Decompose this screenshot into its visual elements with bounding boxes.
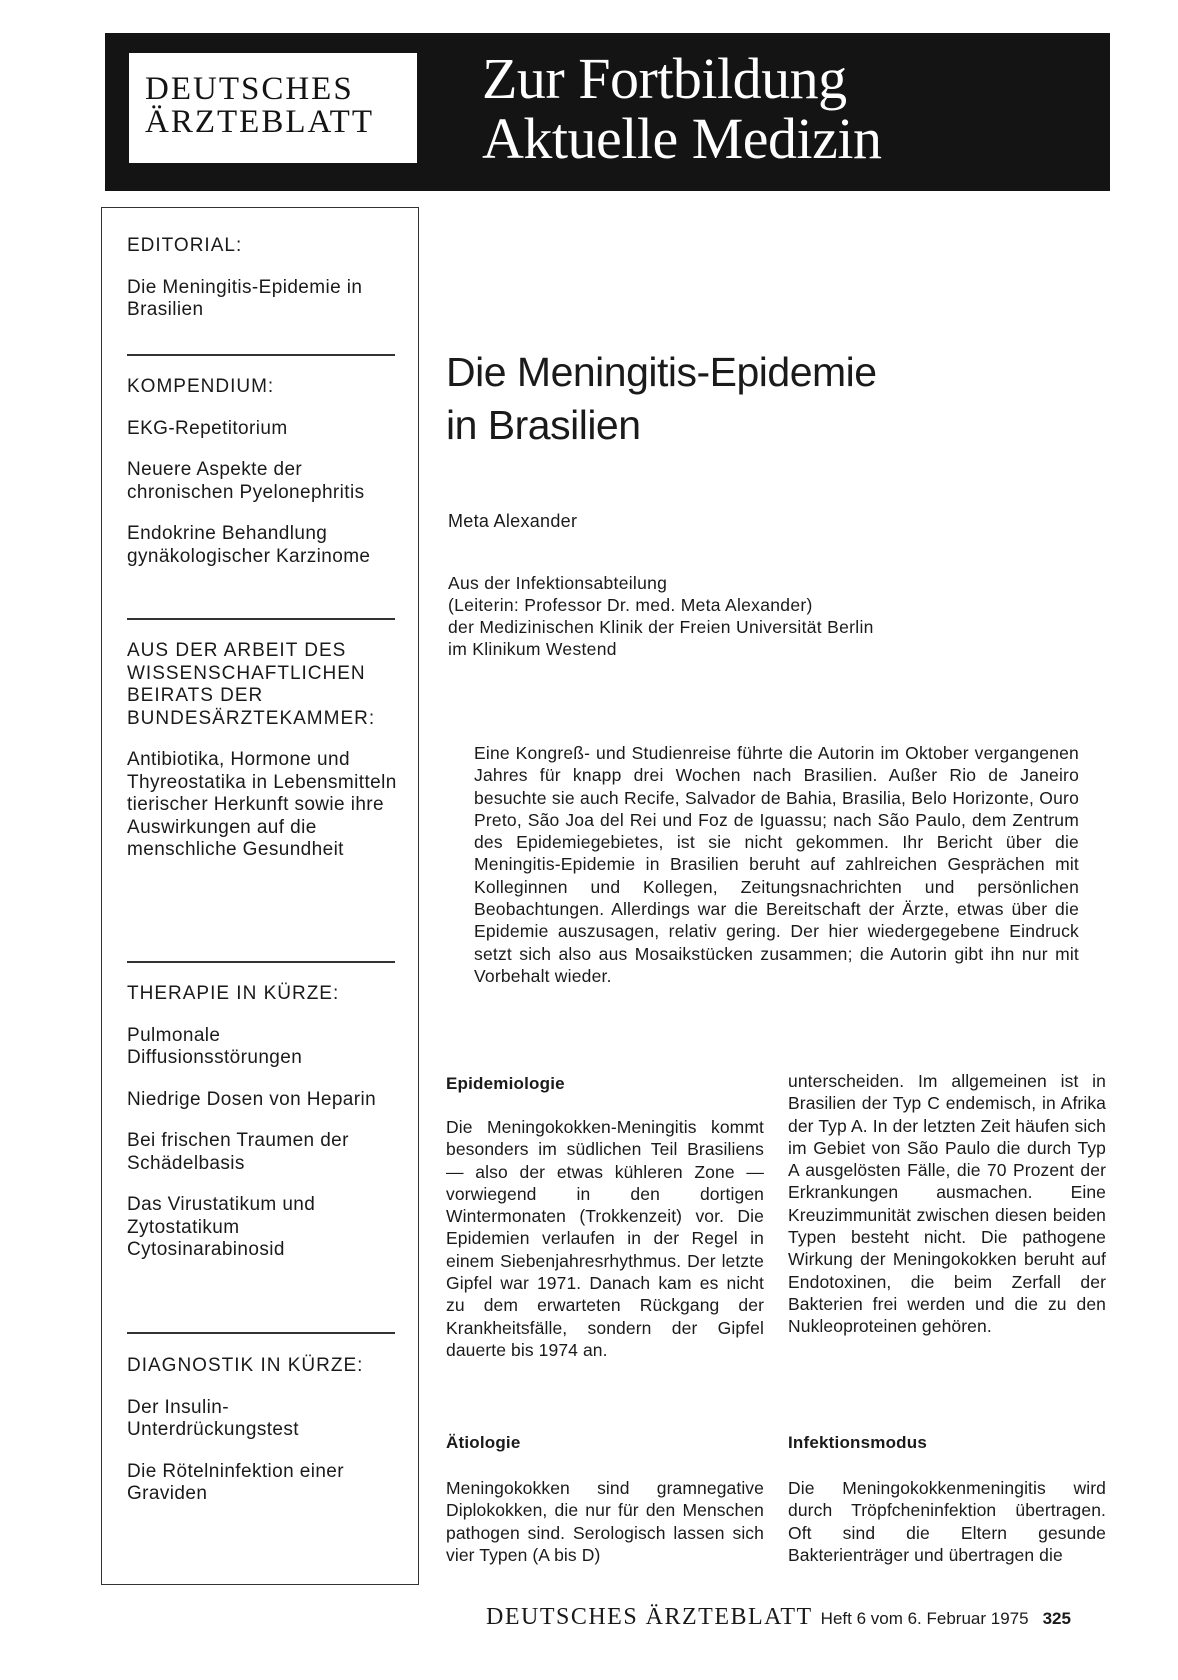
affiliation-line: Aus der Infektionsabteilung [448,573,668,593]
section-title-line-1: Zur Fortbildung [482,46,847,111]
footer-magazine-name: DEUTSCHES ÄRZTEBLATT [486,1604,813,1630]
sidebar-heading: KOMPENDIUM: [127,376,275,397]
sidebar-section-editorial [127,235,397,322]
sidebar-link-item[interactable]: Die Rötelninfektion einer Graviden [127,1460,345,1504]
affiliation-line: im Klinikum Westend [448,639,617,659]
sidebar-heading: DIAGNOSTIK IN KÜRZE: [127,1355,364,1376]
contents-sidebar [101,207,419,1585]
sidebar-divider [127,354,395,356]
section-text-infektionsmodus [788,1477,1106,1566]
sidebar-link-item[interactable]: Das Virustatikum und Zytostatikum Cytosinarabinosid [127,1194,316,1260]
sidebar-section-diagnostik [127,1355,397,1506]
footer-issue: Heft 6 vom 6. Februar 1975 [820,1609,1029,1628]
author-affiliation [448,572,874,660]
sidebar-heading: THERAPIE IN KÜRZE: [127,983,340,1004]
section-text-epidemiologie [446,1116,764,1361]
sidebar-link-item[interactable]: Die Meningitis-Epidemie in Brasilien [127,276,363,320]
paragraph: Meningokokken sind gramnegative Diplokokken, die nur für den Menschen pathogen sind. Serologisch lassen sich vier Typen (A bis D) [446,1478,764,1565]
sidebar-link-item[interactable]: Der Insulin-Unterdrückungstest [127,1396,299,1440]
article-title-line-1: Die Meningitis-Epidemie [446,349,877,395]
section-text-aetiologie [446,1477,764,1566]
deutsches-aerzteblatt-logo [129,53,417,163]
section-title-line-2: Aktuelle Medizin [482,106,882,171]
masthead [105,33,1110,191]
section-heading-epidemiologie: Epidemiologie [446,1074,565,1093]
sidebar-heading: AUS DER ARBEIT DES WISSENSCHAFTLICHEN BEIRATS DER BUNDESÄRZTEKAMMER: [127,640,376,729]
article-title-line-2: in Brasilien [446,402,641,448]
section-title [482,46,882,171]
article-author: Meta Alexander [448,511,578,531]
paragraph: unterscheiden. Im allgemeinen ist in Brasilien der Typ C endemisch, in Afrika der Typ A. In der letzten Zeit häufen sich im Gebiet von São Paulo die durch Typ A ausgelösten Fälle, die 70 Prozent der Erkrankungen ausmachen. Eine Kreuzimmunität zwischen diesen beiden Typen besteht nicht. Die pathogene Wirkung der Meningokokken beruht auf Endotoxinen, die beim Zerfall der Bakterien frei werden und die zu den Nukleoproteinen gehören. [788,1071,1106,1337]
sidebar-section-arbeit [127,640,397,862]
section-text-continued [788,1070,1106,1338]
sidebar-link-item[interactable]: Niedrige Dosen von Heparin [127,1088,377,1110]
sidebar-link-item[interactable]: Pulmonale Diffusionsstörungen [127,1024,303,1068]
sidebar-heading: EDITORIAL: [127,235,243,256]
article-title [446,346,877,452]
sidebar-link-item[interactable]: Antibiotika, Hormone und Thyreostatika in Lebensmitteln tierischer Herkunft sowie ihre Auswirkungen auf die menschliche Gesundheit [127,749,397,860]
paragraph: Die Meningokokken-Meningitis kommt besonders im südlichen Teil Brasiliens — also der etwas kühleren Zone — vorwiegend in den dortigen Wintermonaten (Trokkenzeit) vor. Die Epidemien verlaufen in der Regel in einem Siebenjahresrhythmus. Der letzte Gipfel war 1971. Danach kam es nicht zu dem erwarteten Rückgang der Krankheitsfälle, sondern der Gipfel dauerte bis 1974 an. [446,1117,764,1360]
affiliation-line: (Leiterin: Professor Dr. med. Meta Alexander) [448,595,813,615]
paragraph: Die Meningokokkenmeningitis wird durch Tröpfcheninfektion übertragen. Oft sind die Eltern gesunde Bakterienträger und übertragen die [788,1478,1106,1565]
sidebar-link-item[interactable]: Bei frischen Traumen der Schädelbasis [127,1130,349,1174]
sidebar-link-item[interactable]: Neuere Aspekte der chronischen Pyelonephritis [127,459,365,503]
sidebar-divider [127,1332,395,1334]
logo-line-2: ÄRZTEBLATT [145,104,374,140]
sidebar-divider [127,961,395,963]
sidebar-divider [127,618,395,620]
sidebar-section-therapie [127,983,397,1262]
section-heading-infektionsmodus: Infektionsmodus [788,1433,928,1452]
article-abstract: Eine Kongreß- und Studienreise führte die Autorin im Oktober vergangenen Jahres für knapp drei Wochen nach Brasilien. Außer Rio de Janeiro besuchte sie auch Recife, Salvador de Bahia, Brasilia, Belo Horizonte, Ouro Preto, São Joa del Rei und Foz de Iguassu; nach São Paulo, dem Zentrum des Epidemiegebietes, ist sie nicht gekommen. Ihr Bericht über die Meningitis-Epidemie in Brasilien beruht auf zahlreichen Gesprächen mit Kolleginnen und Kollegen, Zeitungsnachrichten und persönlichen Beobachtungen. Allerdings war die Bereitschaft der Ärzte, etwas über die Epidemie auszusagen, relativ gering. Der hier wiedergegebene Eindruck setzt sich also aus Mosaikstücken zusammen; die Autorin gibt ihn nur mit Vorbehalt wieder. [474,743,1079,986]
sidebar-link-item[interactable]: Endokrine Behandlung gynäkologischer Karzinome [127,523,371,567]
sidebar-section-kompendium [127,376,397,568]
affiliation-line: der Medizinischen Klinik der Freien Universität Berlin [448,617,874,637]
logo-line-1: DEUTSCHES [145,71,354,107]
page-footer [486,1604,1071,1631]
page-number: 325 [1042,1609,1071,1628]
sidebar-link-item[interactable]: EKG-Repetitorium [127,417,288,439]
section-heading-aetiologie: Ätiologie [446,1433,521,1452]
